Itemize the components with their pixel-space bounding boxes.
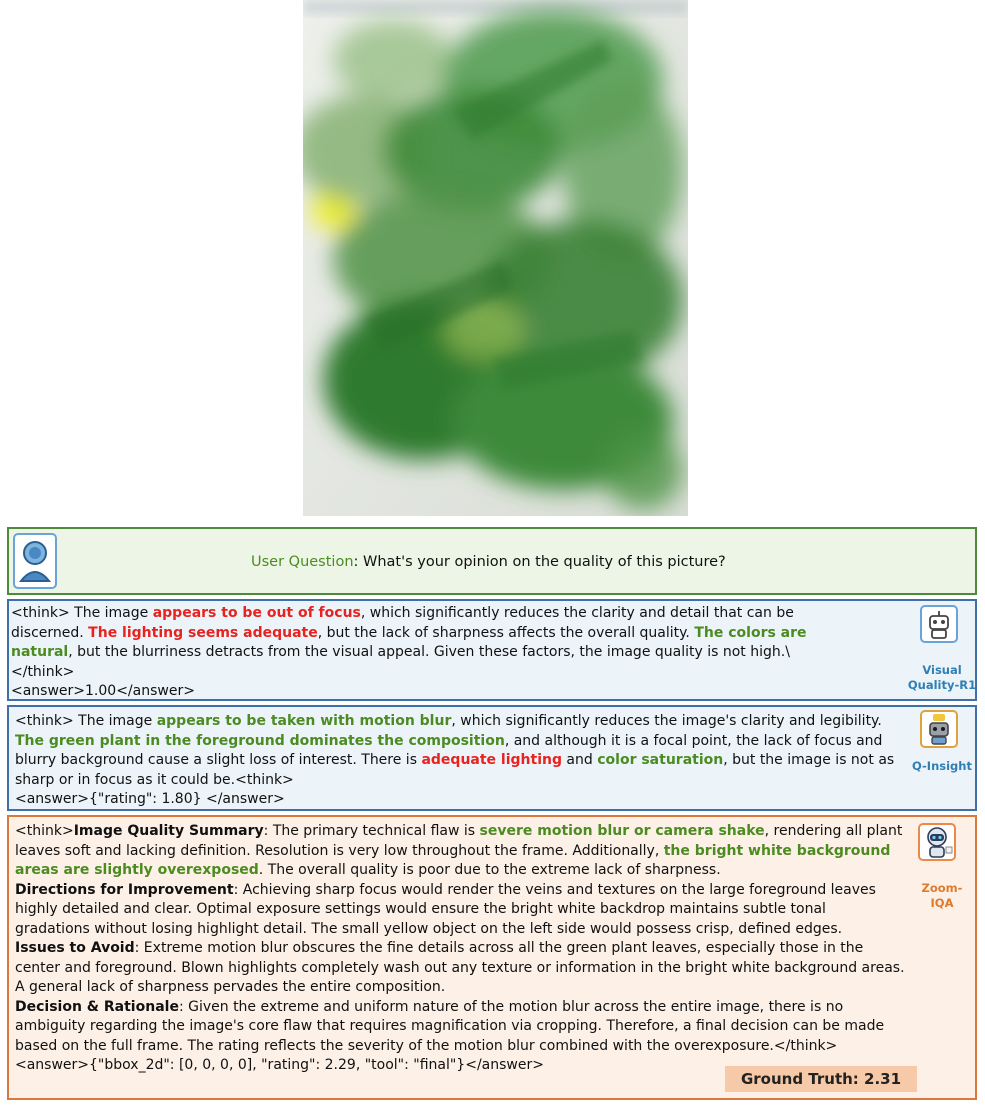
blurred-plant-image <box>303 0 688 516</box>
zoom-answer: <answer>{"bbox_2d": [0, 0, 0, 0], "rating": 2.29, "tool": "final"}</answer> <box>15 1057 544 1073</box>
zoom-think-open: <think> <box>15 823 74 839</box>
zoom-highlight-motion-blur: severe motion blur or camera shake <box>479 823 765 839</box>
zoom-summary-text-2: , rendering all plant leaves soft and lacking definition. Resolution is very low throughout the frame. Additionally, <box>15 823 903 859</box>
visual-quality-r1-label: Visual Quality-R1 <box>907 663 977 692</box>
vq-highlight-colors: The colors are natural <box>11 624 807 660</box>
vq-text-3: , but the lack of sharpness affects the overall quality. <box>317 624 695 641</box>
vq-response-text <box>11 604 841 702</box>
plant-photo <box>303 0 688 516</box>
qi-text-2: , which significantly reduces the image's clarity and legibility. <box>451 713 882 729</box>
vq-text-1: <think> The image <box>11 605 153 621</box>
zoom-issues-text: : Extreme motion blur obscures the fine details across all the green plant leaves, especially those in the center and foreground. Blown highlights completely wash out any texture or information in the bright white background areas. A general lack of sharpness pervades the entire composition. <box>15 940 905 995</box>
qi-highlight-lighting: adequate lighting <box>421 752 562 768</box>
user-avatar-icon <box>13 533 57 589</box>
qi-highlight-composition: The green plant in the foreground dominates the composition <box>15 732 505 749</box>
robot-icon <box>918 823 956 861</box>
vq-text-2: , which significantly reduces the clarity and detail that can be discerned. <box>11 605 794 641</box>
zoom-improvement-text: : Achieving sharp focus would render the veins and textures on the large foreground leaves highly detailed and clear. Optimal exposure settings would ensure the bright white backdrop maintains subtle tonal gradations without losing highlight detail. The small yellow object on the left side would possess crisp, defined edges. <box>15 881 876 937</box>
ground-truth-badge: Ground Truth: 2.31 <box>725 1066 917 1092</box>
question-body: : What's your opinion on the quality of this picture? <box>353 554 726 570</box>
robot-icon <box>920 710 958 748</box>
qi-text-4: and <box>561 752 598 768</box>
question-prefix: User Question <box>251 554 354 570</box>
qi-highlight-motion-blur: appears to be taken with motion blur <box>156 713 452 729</box>
zoom-decision-text: : Given the extreme and uniform nature of the motion blur across the entire image, there is no ambiguity regarding the image's core flaw that requires magnification via cropping. Therefore, a final decision can be made based on the full frame. The rating reflects the severity of the motion blur combined with the overexposure.</think> <box>15 998 885 1054</box>
q-insight-panel <box>7 705 977 811</box>
qi-highlight-saturation: color saturation <box>597 752 724 768</box>
qi-text-5: , but the image is not as sharp or in focus as it could be.<think> <box>15 752 895 788</box>
vq-highlight-lighting: The lighting seems adequate <box>88 624 318 641</box>
zoom-response-text <box>15 822 905 1076</box>
zoom-heading-issues: Issues to Avoid <box>15 940 135 956</box>
zoom-heading-decision: Decision & Rationale <box>15 998 179 1015</box>
visual-quality-r1-panel <box>7 599 977 701</box>
qi-text-1: <think> The image <box>15 713 157 729</box>
zoom-heading-summary: Image Quality Summary <box>73 823 264 839</box>
zoom-summary-text-1: : The primary technical flaw is <box>263 823 480 839</box>
robot-icon <box>920 605 958 643</box>
zoom-iqa-label: Zoom- IQA <box>921 881 963 910</box>
qi-answer: <answer>{"rating": 1.80} </answer> <box>15 791 285 807</box>
zoom-highlight-overexposed: the bright white background areas are slightly overexposed <box>15 842 891 878</box>
question-text <box>251 553 726 573</box>
zoom-heading-improvement: Directions for Improvement <box>15 881 234 898</box>
q-insight-label: Q-Insight <box>912 759 972 773</box>
vq-text-4: , but the blurriness detracts from the visual appeal. Given these factors, the image quality is not high.\</think> <box>11 644 790 680</box>
zoom-iqa-panel <box>7 815 977 1100</box>
vq-answer: <answer>1.00</answer> <box>11 683 195 699</box>
user-question-panel <box>7 527 977 595</box>
zoom-summary-text-3: . The overall quality is poor due to the extreme lack of sharpness. <box>258 862 721 878</box>
qi-text-3: , and although it is a focal point, the lack of focus and blurry background cause a slight loss of interest. There is <box>15 732 883 768</box>
qi-response-text <box>15 712 900 810</box>
vq-highlight-out-of-focus: appears to be out of focus <box>152 605 361 621</box>
